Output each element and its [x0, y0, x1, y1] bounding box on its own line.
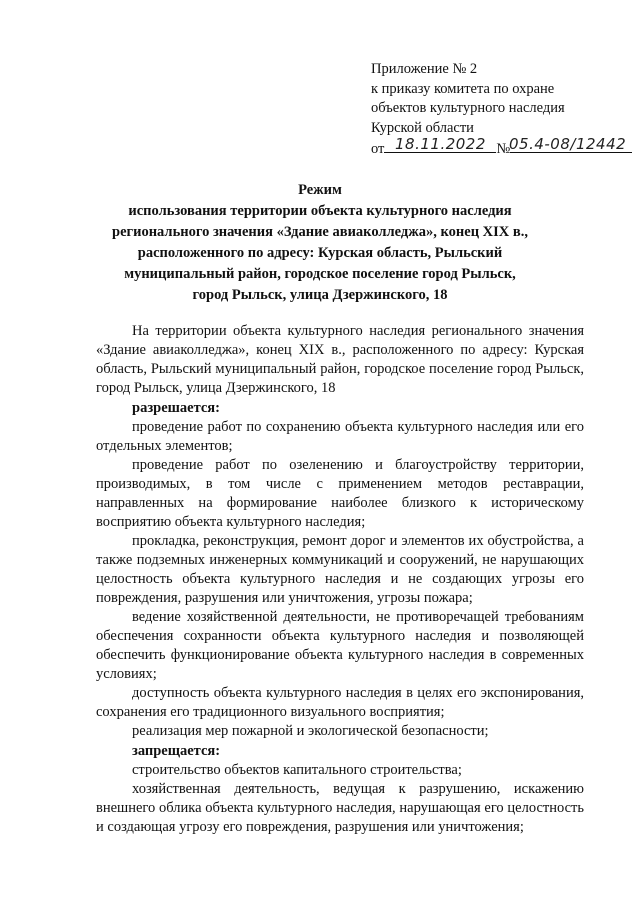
document-body [96, 322, 584, 837]
appendix-committee-line: объектов культурного наследия [371, 100, 565, 116]
appendix-title: Приложение № 2 [371, 61, 478, 77]
title-line-5: муниципальный район, городское поселение город Рыльск, [124, 266, 516, 282]
allowed-item: проведение работ по озеленению и благоустройству территории, производимых, в том числе с применением методов реставрации, направленных на формирование наиболее близкого к историческому восприятию объекта культурного наследия; [96, 457, 584, 530]
allowed-item: реализация мер пожарной и экологической безопасности; [132, 723, 489, 739]
title-line-2: использования территории объекта культурного наследия [128, 203, 512, 219]
allowed-item: проведение работ по сохранению объекта культурного наследия или его отдельных элементов; [96, 419, 584, 454]
forbidden-item: строительство объектов капитального строительства; [132, 762, 462, 778]
handwritten-date: 18.11.2022 [395, 135, 486, 153]
title-line-1: Режим [298, 182, 342, 198]
document-title [90, 180, 550, 306]
forbidden-item: хозяйственная деятельность, ведущая к разрушению, искажению внешнего облика объекта культурного наследия, нарушающая его целостность и создающая угрозу его повреждения, разрушения или уничтожения; [96, 781, 584, 835]
order-date-line [371, 135, 631, 160]
allowed-item: ведение хозяйственной деятельности, не противоречащей требованиям обеспечения сохранности объекта культурного наследия и позволяющей обеспечить функционирование объекта культурного наследия в современных условиях; [96, 609, 584, 682]
handwritten-number: 05.4-08/12442 [509, 135, 627, 153]
title-line-4: расположенного по адресу: Курская область, Рыльский [137, 245, 503, 261]
allowed-item: прокладка, реконструкция, ремонт дорог и элементов их обустройства, а также подземных инженерных коммуникаций и сооружений, не нарушающих целостность объекта культурного наследия и не создающих угрозы его повреждения, разрушения или уничтожения, угрозы пожара; [96, 533, 584, 606]
number-prefix: № [496, 141, 511, 157]
intro-paragraph: На территории объекта культурного наследия регионального значения «Здание авиаколледжа», конец XIX в., расположенного по адресу: Курская область, Рыльский муниципальный район, городское поселение город Рыльск, город Рыльск, улица Дзержинского, 18 [96, 323, 584, 396]
title-line-3: регионального значения «Здание авиаколледжа», конец XIX в., [112, 224, 528, 240]
appendix-block [371, 60, 631, 160]
allowed-heading: разрешается: [132, 400, 220, 416]
appendix-region-line: Курской области [371, 119, 474, 136]
appendix-order-line: к приказу комитета по охране [371, 80, 555, 97]
forbidden-heading: запрещается: [132, 743, 221, 759]
allowed-item: доступность объекта культурного наследия в целях его экспонирования, сохранения его традиционного визуального восприятия; [96, 685, 584, 720]
date-prefix: от [371, 141, 385, 157]
title-line-6: город Рыльск, улица Дзержинского, 18 [192, 287, 448, 303]
